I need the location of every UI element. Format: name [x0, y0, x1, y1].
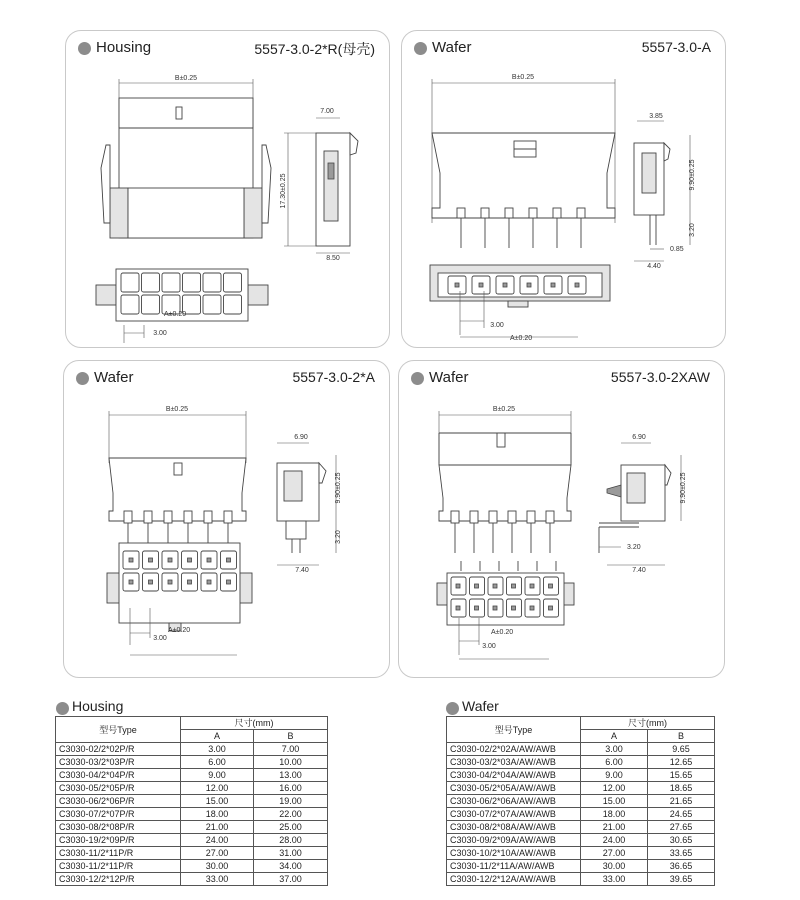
- a-value-cell: 18.00: [181, 808, 254, 821]
- a-value-cell: 27.00: [581, 847, 648, 860]
- pin-point: [551, 283, 555, 287]
- wafer-a-side-view: [634, 113, 696, 270]
- wafer-table-title: Wafer: [462, 698, 499, 714]
- cavity: [203, 273, 221, 292]
- type-header: 型号Type: [447, 717, 581, 743]
- b-value-cell: 15.65: [648, 769, 715, 782]
- model-cell: C3030-04/2*04P/R: [56, 769, 181, 782]
- b-value-cell: 19.00: [254, 795, 328, 808]
- b-value-cell: 27.65: [648, 821, 715, 834]
- pin-point: [129, 558, 133, 562]
- dim-a-label: A±0.20: [491, 629, 514, 636]
- housing-table-body: [56, 743, 328, 886]
- dim-a-label: A±0.20: [164, 311, 187, 318]
- model-cell: C3030-08/2*08P/R: [56, 821, 181, 834]
- pin-shoulder: [204, 511, 212, 523]
- col-a-header: A: [181, 730, 254, 743]
- size-header: 尺寸(mm): [581, 717, 715, 730]
- model-cell: C3030-12/2*12A/AW/AWB: [447, 873, 581, 886]
- pin-shoulder: [224, 511, 232, 523]
- pin-shoulder: [577, 208, 585, 218]
- model-cell: C3030-11/2*11P/R: [56, 847, 181, 860]
- pin-shoulder: [546, 511, 554, 523]
- dim-w-label: 6.90: [632, 434, 646, 441]
- dim-d-label: 8.50: [326, 255, 340, 262]
- bullet-icon: [414, 42, 427, 55]
- panel-title: Wafer: [429, 369, 469, 386]
- table-row: [447, 795, 715, 808]
- dim-w-label: 6.90: [294, 434, 308, 441]
- a-value-cell: 12.00: [581, 782, 648, 795]
- model-cell: C3030-05/2*05P/R: [56, 782, 181, 795]
- pin-point: [227, 580, 231, 584]
- cavity: [224, 273, 242, 292]
- model-cell: C3030-11/2*11A/AW/AWB: [447, 860, 581, 873]
- bullet-icon: [76, 372, 89, 385]
- dim-b-label: B±0.25: [165, 406, 189, 413]
- table-row: [447, 821, 715, 834]
- pin-point: [512, 606, 516, 610]
- pin-point: [475, 606, 479, 610]
- pin-point: [188, 580, 192, 584]
- dim-h-label: 17.30±0.25: [280, 173, 287, 209]
- b-value-cell: 13.00: [254, 769, 328, 782]
- b-value-cell: 30.65: [648, 834, 715, 847]
- a-value-cell: 24.00: [581, 834, 648, 847]
- wafer-table-body: [447, 743, 715, 886]
- dim-t-label: 3.20: [689, 223, 696, 237]
- pin-point: [456, 606, 460, 610]
- b-value-cell: 33.65: [648, 847, 715, 860]
- pin-shoulder: [451, 511, 459, 523]
- a-value-cell: 33.00: [581, 873, 648, 886]
- wafer-2xaw-bottom-view: [437, 573, 574, 659]
- panel-model: 5557-3.0-2XAW: [610, 369, 710, 385]
- pin-shoulder: [124, 511, 132, 523]
- a-value-cell: 6.00: [181, 756, 254, 769]
- cavity: [203, 295, 221, 314]
- pin-point: [475, 584, 479, 588]
- cavity: [121, 295, 139, 314]
- model-cell: C3030-06/2*06A/AW/AWB: [447, 795, 581, 808]
- b-value-cell: 7.00: [254, 743, 328, 756]
- pin-point: [149, 558, 153, 562]
- pin-shoulder: [470, 511, 478, 523]
- a-value-cell: 30.00: [581, 860, 648, 873]
- model-cell: C3030-05/2*05A/AW/AWB: [447, 782, 581, 795]
- cavity: [142, 295, 160, 314]
- table-row: [56, 821, 328, 834]
- b-value-cell: 36.65: [648, 860, 715, 873]
- table-row: [56, 808, 328, 821]
- pin-shoulder: [508, 511, 516, 523]
- wafer-table-heading: [446, 698, 646, 718]
- panel-header: [411, 369, 710, 391]
- wafer-2a-bottom-view: [107, 543, 252, 655]
- model-cell: C3030-10/2*10A/AW/AWB: [447, 847, 581, 860]
- dim-pitch-label: 3.00: [153, 330, 167, 337]
- cavity: [162, 273, 180, 292]
- pin-point: [530, 606, 534, 610]
- pin-shoulder: [527, 511, 535, 523]
- wafer-2xaw-side-view: [599, 434, 687, 574]
- housing-table-title: Housing: [72, 698, 124, 714]
- b-value-cell: 16.00: [254, 782, 328, 795]
- b-value-cell: 28.00: [254, 834, 328, 847]
- pin-shoulder: [457, 208, 465, 218]
- table-row: [56, 795, 328, 808]
- a-value-cell: 15.00: [581, 795, 648, 808]
- table-row: [447, 873, 715, 886]
- cavity: [121, 273, 139, 292]
- wafer-a-front-view: [432, 74, 615, 223]
- b-value-cell: 34.00: [254, 860, 328, 873]
- table-row: [447, 769, 715, 782]
- pin-point: [493, 606, 497, 610]
- pin-point: [575, 283, 579, 287]
- table-row: [56, 743, 328, 756]
- pin-point: [527, 283, 531, 287]
- col-b-header: B: [254, 730, 328, 743]
- table-row: [56, 834, 328, 847]
- panel-model: 5557-3.0-A: [641, 39, 711, 55]
- b-value-cell: 39.65: [648, 873, 715, 886]
- table-row: [447, 782, 715, 795]
- model-cell: C3030-03/2*03P/R: [56, 756, 181, 769]
- pin-point: [168, 580, 172, 584]
- panel-title: Wafer: [94, 369, 134, 386]
- pin-shoulder: [553, 208, 561, 218]
- table-row: [447, 743, 715, 756]
- housing-spec-table: [55, 716, 328, 886]
- panel-header: [76, 369, 375, 391]
- pin-shoulder: [184, 511, 192, 523]
- col-a-header: A: [581, 730, 648, 743]
- bullet-icon: [78, 42, 91, 55]
- model-cell: C3030-07/2*07A/AW/AWB: [447, 808, 581, 821]
- wafer-a-technical-drawing: [402, 63, 725, 343]
- table-row: [56, 782, 328, 795]
- pin-point: [512, 584, 516, 588]
- cavity: [142, 273, 160, 292]
- dim-h-label: 9.90±0.25: [680, 472, 687, 504]
- pin-shoulder: [164, 511, 172, 523]
- dim-pitch-label: 3.00: [153, 635, 167, 642]
- dim-pitch-label: 3.00: [490, 322, 504, 329]
- housing-technical-drawing: [66, 63, 389, 343]
- panel-model: 5557-3.0-2*A: [292, 369, 375, 385]
- wafer-a-bottom-view: [430, 265, 610, 337]
- panel-title: Wafer: [432, 39, 472, 56]
- a-value-cell: 27.00: [181, 847, 254, 860]
- b-value-cell: 22.00: [254, 808, 328, 821]
- pin-point: [455, 283, 459, 287]
- a-value-cell: 6.00: [581, 756, 648, 769]
- wafer-2xaw-technical-drawing: [399, 393, 724, 673]
- model-cell: C3030-11/2*11P/R: [56, 860, 181, 873]
- b-value-cell: 18.65: [648, 782, 715, 795]
- pin-point: [479, 283, 483, 287]
- pin-point: [149, 580, 153, 584]
- b-value-cell: 21.65: [648, 795, 715, 808]
- table-row: [447, 860, 715, 873]
- dim-d-label: 4.40: [647, 263, 661, 270]
- dim-p-label: 0.85: [670, 246, 684, 253]
- model-cell: C3030-03/2*03A/AW/AWB: [447, 756, 581, 769]
- housing-table-heading: [56, 698, 256, 718]
- table-row: [56, 769, 328, 782]
- pin-point: [129, 580, 133, 584]
- table-row: [56, 873, 328, 886]
- pin-point: [503, 283, 507, 287]
- model-cell: C3030-19/2*09P/R: [56, 834, 181, 847]
- size-header: 尺寸(mm): [181, 717, 328, 730]
- a-value-cell: 21.00: [581, 821, 648, 834]
- housing-side-view: [280, 108, 358, 262]
- dim-d-label: 7.40: [632, 567, 646, 574]
- wafer-2a-drawing-panel: [63, 360, 390, 678]
- pin-shoulder: [489, 511, 497, 523]
- col-b-header: B: [648, 730, 715, 743]
- table-row: [447, 847, 715, 860]
- dim-b-label: B±0.25: [492, 406, 516, 413]
- model-cell: C3030-04/2*04A/AW/AWB: [447, 769, 581, 782]
- pin-point: [549, 606, 553, 610]
- type-header: 型号Type: [56, 717, 181, 743]
- housing-front-view: [101, 75, 271, 238]
- model-cell: C3030-02/2*02A/AW/AWB: [447, 743, 581, 756]
- cavity: [183, 273, 201, 292]
- table-row: [56, 756, 328, 769]
- a-value-cell: 33.00: [181, 873, 254, 886]
- a-value-cell: 18.00: [581, 808, 648, 821]
- model-cell: C3030-02/2*02P/R: [56, 743, 181, 756]
- pin-point: [493, 584, 497, 588]
- a-value-cell: 9.00: [581, 769, 648, 782]
- a-value-cell: 12.00: [181, 782, 254, 795]
- pin-shoulder: [144, 511, 152, 523]
- bullet-icon: [411, 372, 424, 385]
- model-cell: C3030-06/2*06P/R: [56, 795, 181, 808]
- b-value-cell: 12.65: [648, 756, 715, 769]
- table-row: [447, 834, 715, 847]
- pin-point: [549, 584, 553, 588]
- b-value-cell: 24.65: [648, 808, 715, 821]
- dim-w-label: 3.85: [649, 113, 663, 120]
- a-value-cell: 21.00: [181, 821, 254, 834]
- bullet-icon: [56, 702, 69, 715]
- dim-a-label: A±0.20: [168, 627, 191, 634]
- pin-point: [207, 580, 211, 584]
- pin-point: [530, 584, 534, 588]
- dim-pitch-label: 3.00: [482, 643, 496, 650]
- table-row: [447, 808, 715, 821]
- bullet-icon: [446, 702, 459, 715]
- table-row: [56, 847, 328, 860]
- a-value-cell: 15.00: [181, 795, 254, 808]
- a-value-cell: 24.00: [181, 834, 254, 847]
- pin-point: [227, 558, 231, 562]
- cavity: [224, 295, 242, 314]
- b-value-cell: 9.65: [648, 743, 715, 756]
- dim-b-label: B±0.25: [174, 75, 198, 82]
- model-cell: C3030-07/2*07P/R: [56, 808, 181, 821]
- panel-model: 5557-3.0-2*R(母壳): [254, 41, 375, 57]
- dim-d-label: 7.40: [295, 567, 309, 574]
- table-row: [56, 860, 328, 873]
- a-value-cell: 30.00: [181, 860, 254, 873]
- wafer-2xaw-drawing-panel: [398, 360, 725, 678]
- pin-shoulder: [505, 208, 513, 218]
- dim-h-label: 9.90±0.25: [689, 159, 696, 191]
- pin-point: [168, 558, 172, 562]
- wafer-2a-side-view: [277, 434, 342, 574]
- a-value-cell: 9.00: [181, 769, 254, 782]
- wafer-2xaw-front-view: [439, 406, 571, 521]
- wafer-2a-front-view: [109, 406, 246, 521]
- housing-bottom-view: [96, 269, 268, 343]
- dim-t-label: 3.20: [627, 544, 641, 551]
- panel-title: Housing: [96, 39, 152, 56]
- pin-shoulder: [529, 208, 537, 218]
- a-value-cell: 3.00: [581, 743, 648, 756]
- b-value-cell: 37.00: [254, 873, 328, 886]
- housing-drawing-panel: [65, 30, 390, 348]
- wafer-a-drawing-panel: [401, 30, 726, 348]
- b-value-cell: 25.00: [254, 821, 328, 834]
- pin-point: [207, 558, 211, 562]
- model-cell: C3030-08/2*08A/AW/AWB: [447, 821, 581, 834]
- panel-header: [414, 39, 711, 61]
- b-value-cell: 31.00: [254, 847, 328, 860]
- model-cell: C3030-12/2*12P/R: [56, 873, 181, 886]
- dim-b-label: B±0.25: [511, 74, 535, 81]
- dim-a-label: A±0.20: [510, 335, 533, 342]
- b-value-cell: 10.00: [254, 756, 328, 769]
- dim-t-label: 3.20: [335, 530, 342, 544]
- model-cell: C3030-09/2*09A/AW/AWB: [447, 834, 581, 847]
- panel-header: [78, 39, 375, 61]
- dim-w-label: 7.00: [320, 108, 334, 115]
- wafer-2a-technical-drawing: [64, 393, 389, 673]
- pin-point: [456, 584, 460, 588]
- table-row: [447, 756, 715, 769]
- a-value-cell: 3.00: [181, 743, 254, 756]
- pin-point: [188, 558, 192, 562]
- pin-shoulder: [481, 208, 489, 218]
- wafer-spec-table: [446, 716, 715, 886]
- dim-h-label: 9.90±0.25: [335, 472, 342, 504]
